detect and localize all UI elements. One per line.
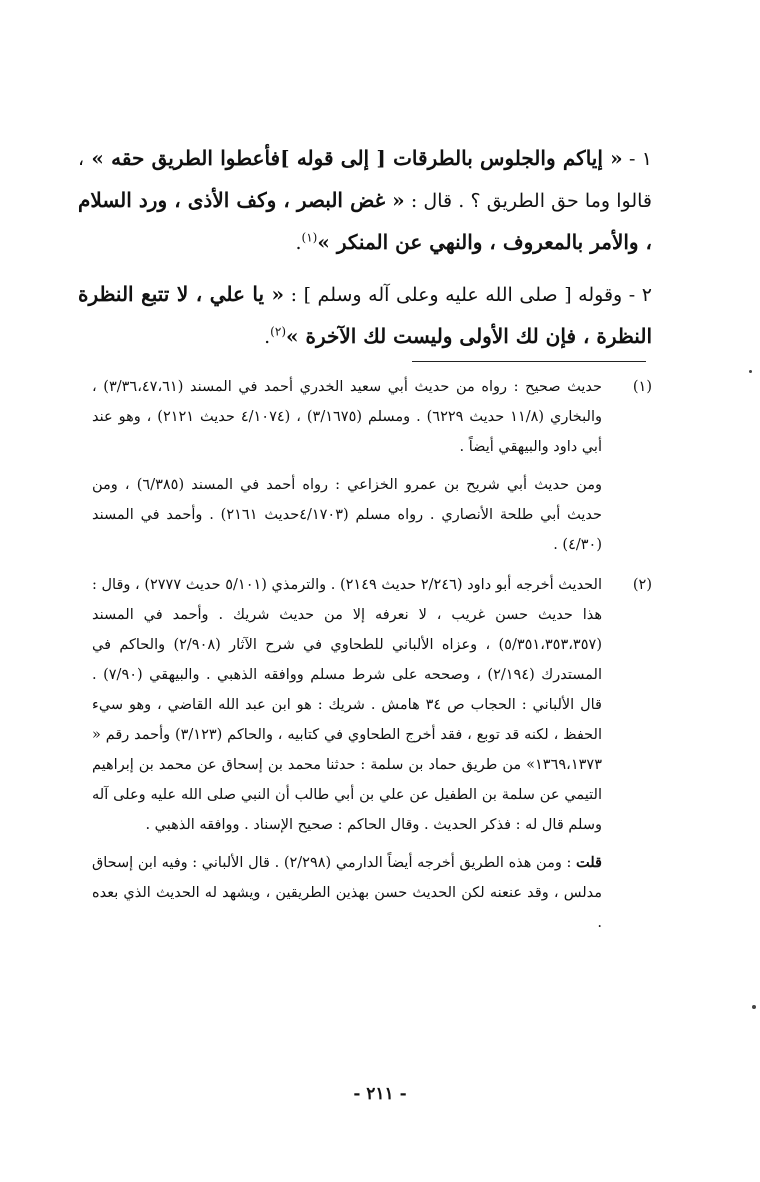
- main-text: [78, 138, 652, 368]
- footnote-marker: (١): [632, 379, 652, 395]
- page-number: - ٢١١ -: [353, 1084, 407, 1104]
- footnote-text: ومن حديث أبي شريح بن عمرو الخزاعي : رواه أحمد في المسند (٦/٣٨٥) ، ومن حديث أبي طلحة الأنصاري . رواه مسلم (٤/١٧٠٣حديث ٢١٦١) . وأحمد في المسند (٤/٣٠) .: [92, 477, 603, 553]
- footnote-1: [92, 372, 652, 560]
- note-lead: قلت: [576, 854, 602, 871]
- footnote-ref[interactable]: (٢): [270, 324, 286, 339]
- author-note: [92, 848, 602, 938]
- scan-speck: [752, 1005, 756, 1009]
- hadith-quote: « إياكم والجلوس بالطرقات [ إلى قوله ]فأعطوا الطريق حقه »: [84, 146, 623, 170]
- footnote-text: الحديث أخرجه أبو داود (٢/٢٤٦ حديث ٢١٤٩) . والترمذي (٥/١٠١ حديث ٢٧٧٧) ، وقال : هذا حديث حسن غريب ، لا نعرفه إلا من حديث شريك . وأحمد في المسند (٥/٣٥١،٣٥٣،٣٥٧) ، وعزاه الألباني للطحاوي في شرح الآثار (٢/٩٠٨) والحاكم في المستدرك (٢/١٩٤) ، وصححه على شرط مسلم ووافقه الذهبي . والبيهقي (٧/٩٠) . قال الألباني : الحجاب ص ٣٤ هامش . شريك : هو ابن عبد الله القاضي ، وهو سيء الحفظ ، لكنه قد توبع ، فقد أخرج الطحاوي في كتابيه ، والحاكم (٣/١٢٣) وأحمد رقم « ١٣٦٩،١٣٧٣» من طريق حماد بن سلمة : حدثنا محمد بن إسحاق عن محمد بن إبراهيم التيمي عن سلمة بن الطفيل عن علي بن أبي طالب أن النبي صلى الله عليه وعلى آله وسلم قال له : فذكر الحديث . وقال الحاكم : صحيح الإسناد . ووافقه الذهبي .: [92, 577, 602, 833]
- scan-speck: [749, 370, 752, 373]
- item-number: ١ -: [622, 148, 652, 170]
- punctuation: .: [295, 232, 302, 254]
- footnote-text: حديث صحيح : رواه من حديث أبي سعيد الخدري أحمد في المسند (٣/٣٦،٤٧،٦١) ، والبخاري (١١/٨ حديث ٦٢٢٩) . ومسلم (٣/١٦٧٥) ، (٤/١٠٧٤ حديث ٢١٢١) ، وهو عند أبي داود والبيهقي أيضاً .: [92, 379, 602, 455]
- hadith-quote: « غض البصر ، وكف الأذى ، ورد السلام ، والأمر بالمعروف ، والنهي عن المنكر »: [78, 188, 652, 254]
- item-number: ٢ -: [622, 284, 652, 306]
- hadith-quote: « يا علي ، لا تتبع النظرة النظرة ، فإن لك الأولى وليست لك الآخرة »: [78, 282, 652, 348]
- footnote-2: [92, 570, 652, 938]
- hadith-paragraph-2: [78, 274, 652, 358]
- note-text: : ومن هذه الطريق أخرجه أيضاً الدارمي (٢/٢٩٨) . قال الألباني : وفيه ابن إسحاق مدلس ، وقد عنعنه لكن الحديث حسن بهذين الطريقين ، ويشهد له الحديث الذي بعده .: [92, 855, 602, 931]
- footnote-separator: [412, 361, 646, 362]
- hadith-paragraph-1: [78, 138, 652, 264]
- footnotes: [92, 372, 652, 948]
- narration-text: ، قالوا وما حق الطريق ؟ . قال :: [78, 148, 653, 212]
- punctuation: .: [264, 326, 271, 348]
- footnote-marker: (٢): [632, 577, 652, 593]
- footnote-ref[interactable]: (١): [301, 230, 318, 245]
- narration-text: وقوله [ صلى الله عليه وعلى آله وسلم ] :: [284, 284, 623, 306]
